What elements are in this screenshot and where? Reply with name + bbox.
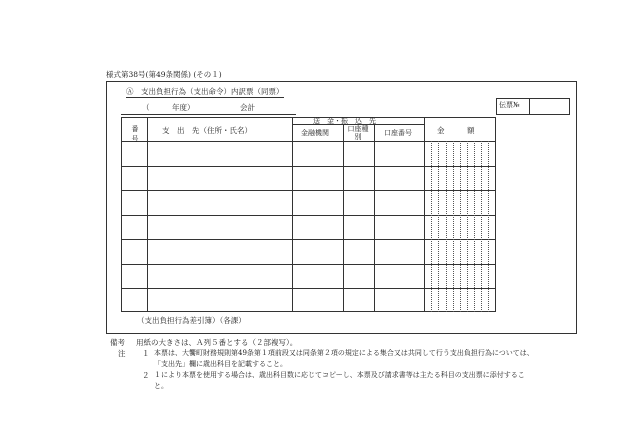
header-number: 番号 (131, 125, 139, 143)
amount-digit-divider (446, 141, 447, 312)
header-amount: 金 額 (437, 126, 475, 135)
row-line (121, 166, 496, 167)
note1-number: １ (142, 349, 150, 358)
row-line (121, 264, 496, 265)
voucher-label: 伝票№ (499, 101, 520, 109)
remark-text: 用紙の大きさは、Ａ列５番とする（２部複写）。 (136, 338, 298, 347)
remark-label: 備考 (110, 338, 125, 347)
form-title: Ⓐ 支出負担行為（支出命令）内訳票（同票） (126, 87, 284, 96)
header-transfer-group: 送 金・振 込 先 (313, 117, 376, 125)
row-line (121, 288, 496, 289)
fiscal-year-label: （ 年度） (142, 103, 195, 112)
amount-digit-divider (438, 141, 439, 312)
form-caption: 様式第38号(第49条関係) (その１) (106, 70, 222, 79)
amount-digit-divider (453, 141, 454, 312)
header-bank: 金融機関 (301, 129, 329, 137)
amount-digit-divider (474, 141, 475, 312)
table-footer-note: （支出負担行為差引簿）（各課） (137, 316, 246, 325)
col-divider (374, 124, 375, 312)
note1-line1: 本票は、大饗町財務規則第49条第１項前段又は同条第２項の規定による集合又は共同して行う支出負担行為については、 (154, 349, 534, 357)
col-divider (343, 124, 344, 312)
row-line (121, 215, 496, 216)
amount-digit-divider (467, 141, 468, 312)
note-label: 注 (118, 349, 126, 358)
amount-digit-divider (460, 141, 461, 312)
note1-line2: 「支出先」欄に歳出科目を記載すること。 (154, 360, 287, 368)
fiscal-year-underline (121, 114, 296, 115)
header-bottom-line (121, 141, 496, 142)
note2-line2: と。 (154, 382, 168, 390)
voucher-divider (529, 98, 530, 115)
note2-line1: １により本票を使用する場合は、歳出科目数に応じてコピーし、本票及び請求書等は主たる科目の支出票に添付するこ (154, 371, 525, 379)
header-account-type: 口座種別 (347, 125, 369, 141)
header-account-number: 口座番号 (384, 129, 412, 137)
row-line (121, 190, 496, 191)
row-line (121, 239, 496, 240)
account-label: 会計 (240, 103, 255, 112)
amount-digit-divider (488, 141, 489, 312)
note2-number: ２ (142, 371, 150, 380)
amount-digit-divider (431, 141, 432, 312)
header-payee: 支 出 先（住所・氏名） (162, 126, 252, 135)
amount-digit-divider (481, 141, 482, 312)
